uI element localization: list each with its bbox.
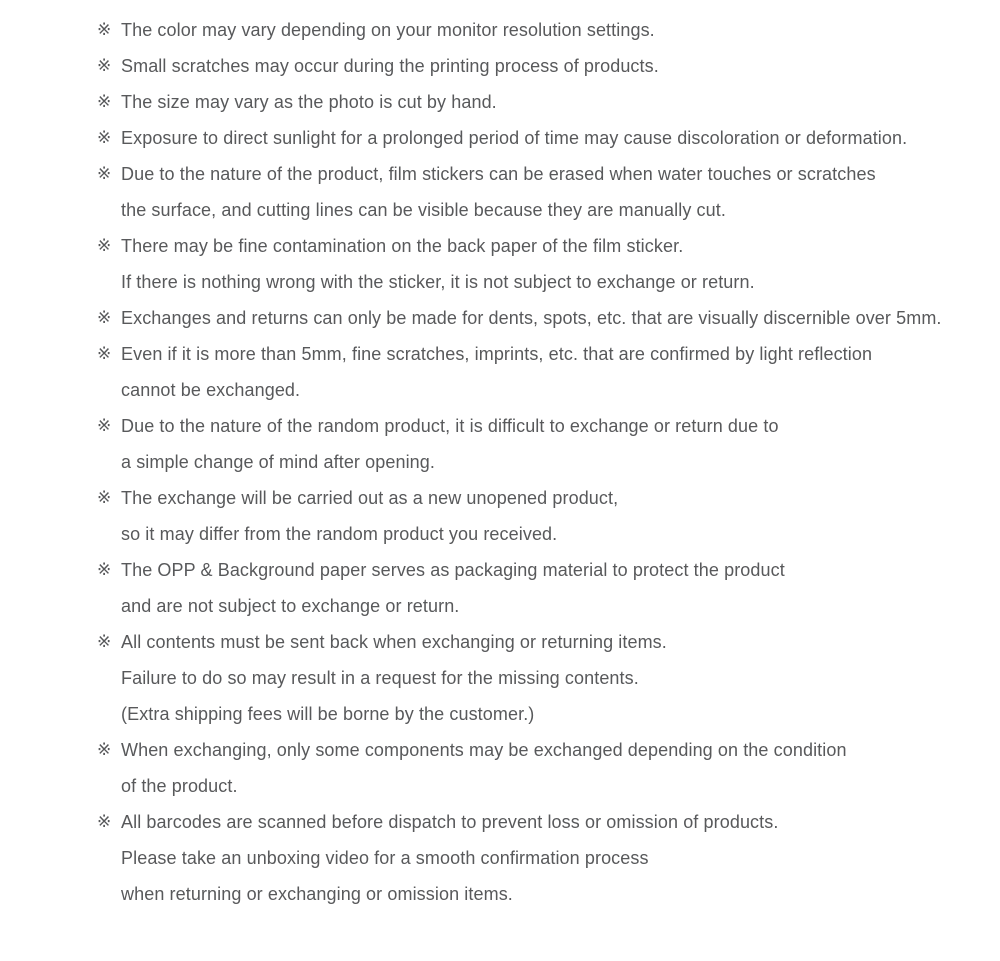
notice-line: Small scratches may occur during the printing process of products. (121, 56, 659, 76)
notice-line: The OPP & Background paper serves as packaging material to protect the product (121, 560, 785, 580)
notice-item (99, 84, 979, 120)
notice-item (99, 336, 979, 408)
notice-line: Due to the nature of the product, film stickers can be erased when water touches or scratches (121, 164, 876, 184)
notice-item (99, 480, 979, 552)
reference-mark-icon: ※ (97, 236, 112, 256)
reference-mark-icon: ※ (97, 20, 112, 40)
notice-line: All contents must be sent back when exchanging or returning items. (121, 632, 667, 652)
notice-line: All barcodes are scanned before dispatch to prevent loss or omission of products. (121, 812, 779, 832)
notice-item (99, 228, 979, 300)
notice-line: so it may differ from the random product you received. (121, 524, 558, 544)
notice-item (99, 552, 979, 624)
notice-line: the surface, and cutting lines can be visible because they are manually cut. (121, 200, 726, 220)
notice-item (99, 48, 979, 84)
notice-line: The size may vary as the photo is cut by hand. (121, 92, 497, 112)
notice-line: The color may vary depending on your monitor resolution settings. (121, 20, 655, 40)
reference-mark-icon: ※ (97, 740, 112, 760)
notice-item (99, 120, 979, 156)
reference-mark-icon: ※ (97, 128, 112, 148)
notice-line: (Extra shipping fees will be borne by the customer.) (121, 704, 535, 724)
notice-line: Exchanges and returns can only be made for dents, spots, etc. that are visually discernible over 5mm. (121, 308, 942, 328)
notice-line: Even if it is more than 5mm, fine scratches, imprints, etc. that are confirmed by light reflection (121, 344, 873, 364)
notice-line: When exchanging, only some components may be exchanged depending on the condition (121, 740, 847, 760)
notice-list (99, 12, 979, 912)
notice-line: and are not subject to exchange or return. (121, 596, 460, 616)
reference-mark-icon: ※ (97, 308, 112, 328)
reference-mark-icon: ※ (97, 812, 112, 832)
notice-line: of the product. (121, 776, 238, 796)
notice-line: If there is nothing wrong with the sticker, it is not subject to exchange or return. (121, 272, 755, 292)
notice-line: Failure to do so may result in a request for the missing contents. (121, 668, 639, 688)
notice-line: a simple change of mind after opening. (121, 452, 435, 472)
notice-line: cannot be exchanged. (121, 380, 301, 400)
reference-mark-icon: ※ (97, 416, 112, 436)
reference-mark-icon: ※ (97, 560, 112, 580)
notice-line: Due to the nature of the random product, it is difficult to exchange or return due to (121, 416, 779, 436)
notice-line: when returning or exchanging or omission items. (121, 884, 513, 904)
reference-mark-icon: ※ (97, 488, 112, 508)
reference-mark-icon: ※ (97, 164, 112, 184)
reference-mark-icon: ※ (97, 344, 112, 364)
notice-item (99, 804, 979, 912)
notice-item (99, 408, 979, 480)
notice-item (99, 300, 979, 336)
notice-item (99, 156, 979, 228)
notice-line: Please take an unboxing video for a smooth confirmation process (121, 848, 649, 868)
notice-item (99, 732, 979, 804)
notice-line: Exposure to direct sunlight for a prolonged period of time may cause discoloration or deformation. (121, 128, 908, 148)
reference-mark-icon: ※ (97, 56, 112, 76)
notice-item (99, 12, 979, 48)
reference-mark-icon: ※ (97, 632, 112, 652)
notice-item (99, 624, 979, 732)
reference-mark-icon: ※ (97, 92, 112, 112)
notice-line: The exchange will be carried out as a new unopened product, (121, 488, 619, 508)
notice-line: There may be fine contamination on the back paper of the film sticker. (121, 236, 684, 256)
